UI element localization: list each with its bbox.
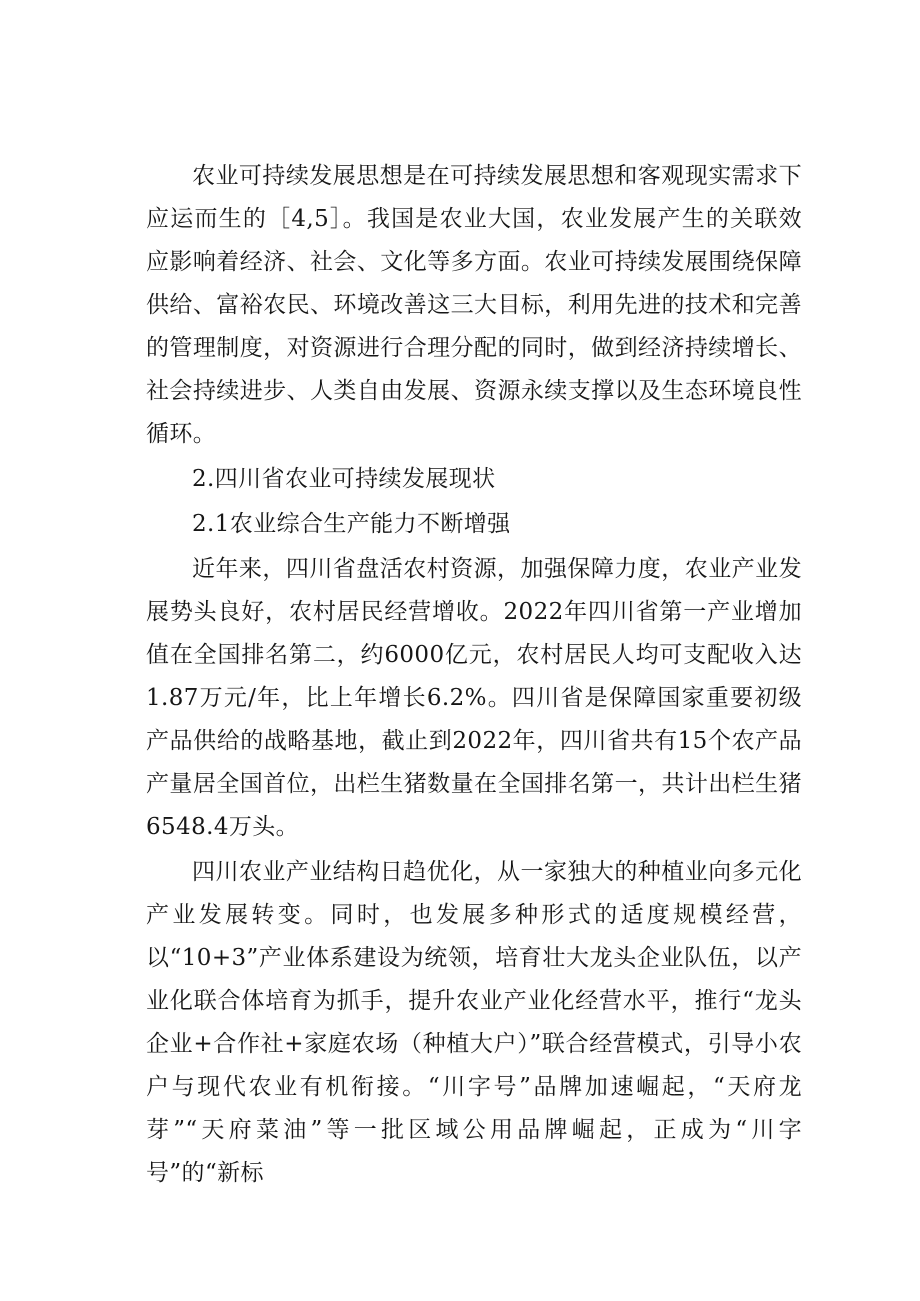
section-heading-2: 2.四川省农业可持续发展现状 bbox=[192, 466, 496, 492]
paragraph-production-capacity: 近年来，四川省盘活农村资源，加强保障力度，农业产业发展势头良好，农村居民经营增收。2022年四川省第一产业增加值在全国排名第二，约6000亿元，农村居民人均可支配收入达1.87万元/年，比上年增长6.2%。四川省是保障国家重要初级产品供给的战略基地，截止到2022年，四川省共有15个农产品产量居全国首位，出栏生猪数量在全国排名第一，共计出栏生猪6548.4万头。 bbox=[146, 556, 802, 840]
subsection-heading-2-1: 2.1农业综合生产能力不断增强 bbox=[192, 511, 511, 537]
document-body bbox=[146, 155, 802, 1195]
paragraph-sustainable-agriculture-concept: 农业可持续发展思想是在可持续发展思想和客观现实需求下应运而生的［4,5］。我国是农业大国，农业发展产生的关联效应影响着经济、社会、文化等多方面。农业可持续发展围绕保障供给、富裕农民、环境改善这三大目标，利用先进的技术和完善的管理制度，对资源进行合理分配的同时，做到经济持续增长、社会持续进步、人类自由发展、资源永续支撑以及生态环境良性循环。 bbox=[146, 163, 802, 447]
paragraph-industry-structure: 四川农业产业结构日趋优化，从一家独大的种植业向多元化产业发展转变。同时，也发展多种形式的适度规模经营，以“10+3”产业体系建设为统领，培育壮大龙头企业队伍，以产业化联合体培育为抓手，提升农业产业化经营水平，推行“龙头企业+合作社+家庭农场（种植大户）”联合经营模式，引导小农户与现代农业有机衔接。“川字号”品牌加速崛起，“天府龙芽”“天府菜油”等一批区域公用品牌崛起，正成为“川字号”的“新标 bbox=[146, 859, 802, 1186]
